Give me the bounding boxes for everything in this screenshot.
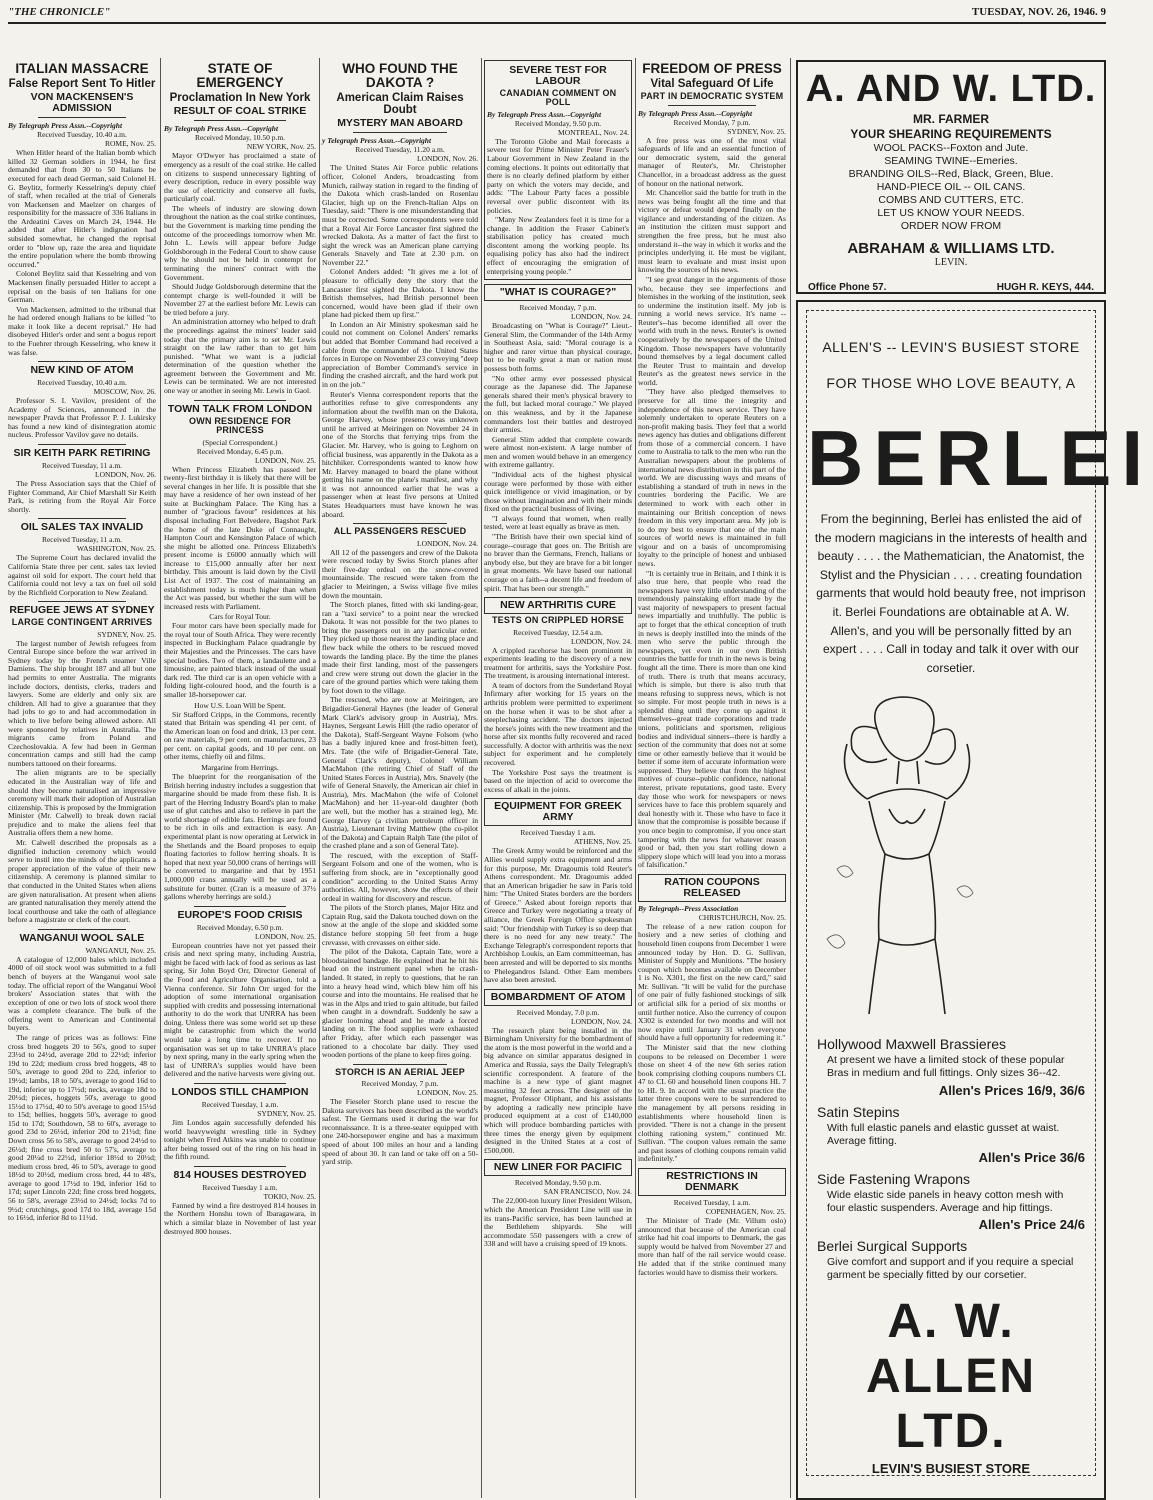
article-town-talk bbox=[164, 400, 316, 902]
paragraph: The pilot of the Dakota, Captain Tate, wore a bloodstained bandage. He explained that he hit his head on the instrument panel when he crash-landed. It stated, in reply to questions, that he ran into a heavy head wind, which blew him off his course and into the mountains. He realised that he was in the Alps and tried to gain altitude, but failed when caught in a downdraft. Suddenly he saw a glacier looming ahead and he made a forced landing on it. The food supplies were exhausted after Friday, after which each passenger was rationed to a chocolate bar daily. They used wooden portions of the plane to keep fires going. bbox=[322, 947, 478, 1060]
received-time: Received Tuesday, 1 a.m. bbox=[673, 1198, 751, 1208]
ad-line: ORDER NOW FROM bbox=[900, 220, 1002, 232]
paragraph: An administration attorney who helped to draft the proceedings against the miners' leader said today that the primary aim is to set Mr. Lewis straight on the law rather than to get him punished. "What we want is a judicial determination of the question whether the agreement between the Government and Mr. Lewis can be terminated. We are not interested one way or another in seeing Mr. Lewis in Gaol. bbox=[164, 317, 316, 396]
headline: TOWN TALK FROM LONDON bbox=[167, 402, 313, 415]
received-time: Received Monday, 6.50 p.m. bbox=[196, 922, 284, 932]
article-restrictions-denmark bbox=[638, 1168, 786, 1277]
ad-firm-name: ABRAHAM & WILLIAMS LTD. bbox=[847, 240, 1055, 257]
paragraph: The release of a new ration coupon for hosiery and a new series of clothing and household linen coupons from December 1 were announced today by Hon. D. G. Sullivan, Minister of Supply and Munitions. "The hosiery coupon which becomes available on December 1 is No. X301, the first on the new card," said Mr. Sullivan. "It will be valid for the purchase of one pair of fully fashioned stockings of silk or artificial silk for a period of six months or until further notice. Also the currency of coupon X302 is extended for two months and will not now expire until January 31 when everyone should have a full opportunity for redeeming it." bbox=[638, 921, 786, 1043]
paragraph: Broadcasting on "What is Courage?" Lieut.-General Slim, the Commander of the 14th Army in Southeast Asia, said: "Moral courage is a higher and rarer virtue than physical courage, but to be really great a man or nation must possess both forms. bbox=[484, 321, 632, 374]
dateline: SAN FRANCISCO, Nov. 24. bbox=[543, 1187, 632, 1197]
paragraph: The Minister said that the new clothing coupons to be released on December 1 were those on sheet 4 of the new 6th series ration book comprising clothing coupons numbers CL 47 to CL 60 and household linen coupons HL 7 to HL 9. In accord with the usual practice the latter three coupons were to be surrendered to the management by all persons residing in establishments where household linen is provided. "There is not a change in the present clothing rationing system," continued Mr. Sullivan. "The coupon values remain the same and past issues of clothing coupons remain valid indefinitely." bbox=[638, 1042, 786, 1164]
paragraph: Professor S. I. Vavilov, president of the Academy of Sciences, announced in the newspaper Pravda that Professor P. J. Lukirsky has found a new kind of disintegration atomic nucleus. Professor Vavilov gave no details. bbox=[8, 396, 156, 440]
paragraph: The United States Air Force public relations officer, Colonel Anders, broadcasting from Munich, railway station in regard to the finding of the Dakota which crash-landed on Rosenlau Glacier, high up on the French-Italian Alps on Tuesday, said: "There is one misunderstanding that must be corrected. Some correspondents were told that a Royal Air Force Lancaster first sighted the wrecked Dakota. As a matter of fact the first to sight the wreck was an American plane carrying Generals Snavely and Tate at 2.30 p.m. on November 22." bbox=[322, 163, 478, 267]
column-divider bbox=[635, 58, 636, 1498]
dateline: LONDON, Nov. 24. bbox=[417, 538, 478, 548]
article-passengers-rescued bbox=[322, 523, 478, 1060]
product-price: Allen's Price 24/6 bbox=[978, 1217, 1085, 1233]
dateline: WASHINGTON, Nov. 25. bbox=[76, 544, 156, 554]
divider bbox=[38, 444, 127, 445]
ad-store-name: A. W. ALLEN LTD. bbox=[866, 1295, 1036, 1459]
received-time: Received Tuesday, 10.40 a.m. bbox=[37, 378, 127, 388]
subheadline: Proclamation In New York bbox=[169, 92, 311, 105]
paragraph: "They have also pledged themselves to preserve for all time the integrity and independence of this news service. They have solemnly undertaken to operate Reuters on a non-profit making basis. They feel that a world news agency has duties and obligations different from those of a commercial concern. I have come to Australia to talk to the men who run the Australian newspapers about the problems of international news distribution in this part of the world. We are discussing ways and means of establishing a standard of truth in news in the countries bordering the Pacific. We are determined to work with each other in maintaining our British conception of news freedom in this very important area. My job is to do my best to ensure that one of the main sources of world news is maintained in full vigour and on a basis of uncompromising loyalty to the principle of honest and unbiased news. bbox=[638, 387, 786, 568]
paragraph: "Many New Zealanders feel it is time for a change. In addition the Fraser Cabinet's stabilisation policy has created much discontent among the working people. Its equalising policy has also had the indirect effect of encouraging the emigration of enterprising young people." bbox=[487, 215, 629, 276]
ad-blurb: From the beginning, Berlei has enlisted the aid of the modern magicians in the interests of health and beauty . . . . the Mathematician, the Anatomist, the Stylist and the Physician . . . . creating foundation garments that would hold beauty free, not imprison it. Berlei Foundations are obtainable at A. W. Allen's, and you will be personally fitted by an expert . . . . Call in today and talk it over with our corsetier. bbox=[814, 512, 1088, 675]
paragraph: The Supreme Court has declared invalid the California State three per cent. sales tax levied against oil sold for export. The court held that California could not levy a tax on fuel oil sold by the Richfield Corporation to New Zealand. bbox=[8, 553, 156, 597]
headline: LONDOS STILL CHAMPION bbox=[171, 1085, 309, 1098]
article-refugee-jews bbox=[8, 601, 156, 925]
paragraph: A crippled racehorse has been prominent in experiments leading to the discovery of a new treatment for arthritis, says the Yorkshire Post. The treatment, is arousing international interest. bbox=[484, 645, 632, 681]
paragraph: General Slim added that complete cowards were almost non-existent. A large number of men and women would behave in an emergency with extreme gallantry. bbox=[484, 434, 632, 470]
byline: By Telegraph Press Assn.--Copyright bbox=[487, 109, 602, 119]
received-time: Received Monday, 7 p.m. bbox=[673, 117, 751, 127]
masthead-rule bbox=[8, 22, 1106, 24]
paragraph: The rescued, with the exception of Staff-Sergeant Folsom and one of the women, who is suffering from shock, are in "exceptionally good condition" according to the United States Army authorities. All, however, show the effects of their ordeal in waiting for discovery and rescue. bbox=[322, 850, 478, 903]
received-time: Received Monday, 6.45 p.m. bbox=[196, 446, 284, 456]
paragraph: Mr. Calwell described the proposals as a dignified induction ceremony which would serve to instil into the minds of the applicants a proper appreciation of the value of their new citizenship. A ceremony is planned similar to that conducted in the United States when aliens are given naturalisation. At present when aliens are granted naturalisation they merely attend the local courthouse and take the oath of allegiance before a magistrate or clerk of the court. bbox=[8, 838, 156, 925]
received-time: Received Monday, 9.50 p.m. bbox=[514, 118, 602, 128]
paragraph: Mr. Chancellor said the battle for truth in the news was being fought all the time and that victory or defeat would depend finally on the vigilance and understanding of the citizen. As an institution the citizen must support and strengthen the free press, but he must also understand it--the way in which it works and the principles underlying it. He must be vigilant, must learn to evaluate and must insist upon knowing the sources of his news. bbox=[638, 188, 786, 275]
byline: By Telegraph Press Assn.--Copyright bbox=[638, 108, 753, 118]
ad-brand-name: A. AND W. LTD. bbox=[805, 68, 1097, 110]
article-arthritis-cure bbox=[484, 597, 632, 794]
received-time: Received Tuesday, 12.54 a.m. bbox=[513, 627, 603, 637]
divider bbox=[668, 105, 757, 106]
article-wanganui-wool bbox=[8, 929, 156, 1223]
article-state-of-emergency bbox=[164, 62, 316, 396]
received-time: Received Monday, 10.50 p.m. bbox=[194, 133, 286, 143]
issue-date: TUESDAY, NOV. 26, 1946. bbox=[971, 6, 1098, 18]
divider bbox=[38, 518, 127, 519]
subheadline: American Claim Raises Doubt bbox=[336, 92, 464, 117]
divider bbox=[194, 1083, 285, 1084]
received-time: Received Monday, 7 p.m. bbox=[361, 1079, 439, 1089]
deck: CANADIAN COMMENT ON POLL bbox=[499, 88, 617, 108]
dateline: LONDON, Nov. 24. bbox=[571, 1016, 632, 1026]
ad-phone: Office Phone 57. bbox=[808, 282, 887, 293]
paragraph: The Minister of Trade (Mr. Villum oslo) announced that because of the American coal strike had hit coal imports to Denmark, the gas supply would be halved from November 27 and more than half of the rail service would cease. He added that if the strike continued many factories would have to dismiss their workers. bbox=[638, 1216, 786, 1277]
paragraph: The Yorkshire Post says the treatment is based on the injection of acid to overcome the excess of alkali in the joints. bbox=[484, 767, 632, 794]
paragraph: Colonel Beylitz said that Kesselring and von Mackensen finally persuaded Hitler to accept a reprisal on the basis of ten Italians for one German. bbox=[8, 269, 156, 305]
paragraph: "No other army ever possessed physical courage as the Japanese did. The Japanese generals shared their men's physical bravery to the full, but lacked moral courage." We played on this weakness, and by it the Japanese commanders lost their battles and destroyed their armies. bbox=[484, 373, 632, 435]
divider bbox=[194, 1166, 285, 1167]
ad-intro: FOR THOSE WHO LOVE BEAUTY, A bbox=[826, 375, 1076, 391]
deck: VON MACKENSEN'S ADMISSION bbox=[30, 91, 134, 115]
paragraph: The Fieseler Storch plane used to rescue the Dakota survivors has been described as the world's safest. The Germans used it during the war for reconnaissance. It is a three-seater equipped with one 240-horsepower engine and has a maximum speed of about 100 miles an hour and a landing speed of about 30. It can land or take off on a 50-yard strip. bbox=[322, 1097, 478, 1167]
headline: STATE OF EMERGENCY bbox=[196, 61, 284, 91]
headline: 814 HOUSES DESTROYED bbox=[173, 1168, 307, 1181]
article-new-kind-of-atom bbox=[8, 361, 156, 440]
headline: WHO FOUND THE DAKOTA ? bbox=[342, 61, 458, 91]
paragraph: "The British have their own special kind of courage--courage that goes on. The British are no braver than the Germans, French, Italians or anybody else, but they are brave for a bit longer in great moments. We have based our national courage on a faith--a decent life and freedom of spirit. That has been our strength." bbox=[484, 532, 632, 593]
received-time: Received Tuesday, 11.20 a.m. bbox=[355, 145, 445, 155]
headline: STORCH IS AN AERIAL JEEP bbox=[335, 1066, 465, 1077]
column-3 bbox=[322, 60, 478, 1498]
headline: BOMBARDMENT OF ATOM bbox=[484, 989, 632, 1006]
paragraph: "It is certainly true in Britain, and I think it is also true here, that people who read the newspapers have very little understanding of the tremendously painstaking effort made by the vast majority of newspapers to present factual news impartially and truthfully. The public is apt to forget that the ethical conception of truth in news is deeply instilled into the minds of the men who serve the public through the newspapers, yet even in our own British countries the battle for truth in the news is being fought all the time. There is more than one kind of truth. There is truth that means accuracy, which is simple, but there is also truth that means refusing to suppress news, which is not so simple. For most people truth in news is a splendid thing until they come up against it themselves--great trade corporations and trade unions, politicians and sportsmen, religious bodies and individual sinners--there is hardly a section of the community that does not at some time or other earnestly believe that it would be better if some item of accurate information were suppressed. They believe that from the highest motives of course--public confidence, national interest, private reputations, good taste. Every day those who work for newspapers or news services have to face this problem squarely and deal honestly with it. Those who have to face it know that the compromise is possible because if you once begin to compromise, if you once start tampering with the news for whatever reason good or bad, then you start rolling down a slippery slope which will lead you into a morass of falsification." bbox=[638, 568, 786, 870]
deck: OWN RESIDENCE FOR PRINCESS bbox=[189, 415, 291, 436]
paragraph: The Greek Army would be reinforced and the Allies would supply extra equipment and arms for this purpose, Mr. Dragoumis told Reuter's Athens correspondent. Mr. Dragoumis added that an American brigadier he saw in Paris told him: "The United States borders are the borders of Greece." Asked about foreign reports that Greece and Turkey were negotiating a treaty of alliance, the Greek Foreign Office spokesman said: "Our friendship with Turkey is so deep that there is no need for any new treaty." The Exchange Telegraph's correspondent reports that Archbishop Loukis, an Eam committeeman, has been arrested and will be deported to six months to Phelegandros Island. Other Eam members have also been arrested. bbox=[484, 846, 632, 985]
paragraph: The Toronto Globe and Mail forecasts a severe test for Prime Minister Peter Fraser's Labour Government in New Zealand in the coming elections. It points out editorially that there is no clearly defined platform by either party on which the voters may decide, and adds: "The Labour Party faces a possible reversal over public discontent with its policies. bbox=[487, 136, 629, 215]
dateline: LONDON, Nov. 26. bbox=[95, 470, 156, 480]
received-time: Received Tuesday, 11 a.m. bbox=[41, 461, 123, 471]
ad-line: MR. FARMER bbox=[913, 112, 989, 126]
article-europe-food-crisis bbox=[164, 906, 316, 1079]
ad-line: COMBS AND CUTTERS, ETC. bbox=[878, 194, 1024, 206]
ad-store-tagline: ALLEN'S -- LEVIN'S BUSIEST STORE bbox=[822, 339, 1080, 355]
received-time: Received Monday, 7.0 p.m. bbox=[516, 1007, 600, 1017]
column-4 bbox=[484, 60, 632, 1498]
ad-product bbox=[807, 1104, 1095, 1165]
dateline: LONDON, Nov. 26. bbox=[417, 154, 478, 164]
paragraph: The blueprint for the reorganisation of the British herring industry includes a suggestion that margarine should be made from these fish. It is part of the Herring Industry Board's plan to make use of glut catches and also to relieve in part the world shortage of edible fats. Herrings are found to be rich in oils and extraction is easy. An experimental plant is now operating at Lerwick in the Shetlands and the Board proposes to equip floating factories to follow herring shoals. It is hoped that next year 50,000 crans of herrings will be converted to margarine and that by 1951 1,000,000 crans annually will be used as a substitute for butter. (Cran is a measure of 37½ gallons whereby herrings are sold.) bbox=[164, 772, 316, 902]
product-price: Allen's Price 36/6 bbox=[978, 1149, 1085, 1165]
advertisement-allens-berlei bbox=[796, 300, 1153, 1500]
dateline: SYDNEY, Nov. 25. bbox=[97, 629, 156, 639]
column-2 bbox=[164, 60, 316, 1498]
article-storch-aerial-jeep bbox=[322, 1064, 478, 1167]
product-name: Side Fastening Wrapons bbox=[817, 1170, 971, 1187]
ad-contact: HUGH R. KEYS, 444. bbox=[996, 282, 1094, 293]
divider bbox=[38, 929, 127, 930]
paragraph: The research plant being installed in the Birmingham University for the bombardment of the atom is the most powerful in the world and a big advance on similar apparatus designed in America and Russia, says the Daily Telegraph's scientific correspondent. A feature of the machine is a new type of giant magnet measuring 32 feet across. The designer of the magnet, Professor Oliphant, and his assistants by adopting a radically new principle have produced equipment at a cost of £140,000 which will produce bombarding particles with three times the energy given by equipment designed in the United States at a cost of £500,000. bbox=[484, 1025, 632, 1155]
headline: REFUGEE JEWS AT SYDNEY bbox=[9, 604, 155, 617]
section-subhead: Margarine from Herrings. bbox=[201, 763, 279, 772]
ad-product bbox=[807, 1238, 1095, 1282]
byline: By Telegraph Press Assn.--Copyright bbox=[8, 121, 123, 131]
headline: NEW LINER FOR PACIFIC bbox=[484, 1159, 632, 1176]
paragraph: The Storch planes, fitted with ski landing-gear, ran a "taxi service" to a point near the wrecked Dakota. It was not possible for the two planes to bring the passengers out in any particular order. They picked up those nearest the landing place and flew back while the others to be rescued moved towards the landing place. By the time the planes made their first landing, most of the passengers and crew were strung out down the glacier in the care of the ground parties which were taking them by foot down to the village. bbox=[322, 600, 478, 695]
ad-store-slogan: LEVIN'S BUSIEST STORE bbox=[871, 1461, 1031, 1477]
deck: TESTS ON CRIPPLED HORSE bbox=[491, 615, 625, 626]
masthead bbox=[8, 4, 1106, 20]
divider bbox=[194, 120, 285, 121]
dateline: LONDON, Nov. 25. bbox=[255, 931, 316, 941]
divider bbox=[38, 361, 127, 362]
received-time: Received Tuesday 1 a.m. bbox=[520, 828, 596, 838]
paragraph: A team of doctors from the Sunderland Royal Infirmary after working for 15 years on the arthritis problem were permitted to experiment on the horse when it was to be shot after a steeplechasing accident. The doctors injected the horse's joints with the new treatment and the horse after six months fully recovered and raced successfully. A doctor with arthritis was the next subject for experiment and he completely recovered. bbox=[484, 680, 632, 768]
headline: FREEDOM OF PRESS bbox=[642, 61, 782, 76]
received-time: Received Tuesday, 11 a.m. bbox=[41, 535, 123, 545]
article-londos-champion bbox=[164, 1083, 316, 1162]
product-description: At present we have a limited stock of these popular Bras in medium and full fittings. Only sizes 36--42. bbox=[827, 1054, 1065, 1080]
paragraph: European countries have not yet passed their crisis and next spring many, including Austria, might be faced with lack of food as serious as last spring, Sir John Boyd Orr, Director General of the Food and Agriculture Organisation, told a Vienna conference. Sir John Orr urged for the adoption of some international organisation supplied with credits and possessing international authority to do the work that UNRRA has been doing. Unless there was some world set up these might be catastrophic from which the world would take a long time to recover. If no organisation was set up to take UNRRA's place by next spring, many in the early spring when the last of UNRRA's supplies would have been delivered and the native harvests were giving out. bbox=[164, 940, 316, 1079]
article-sir-keith-park bbox=[8, 444, 156, 514]
headline: NEW ARTHRITIS CURE bbox=[484, 597, 632, 614]
advertisement-abraham-williams bbox=[796, 60, 1106, 294]
article-new-liner bbox=[484, 1159, 632, 1248]
column-divider bbox=[160, 58, 161, 1498]
byline: y Telegraph Press Assn.--Copyright bbox=[322, 136, 432, 146]
paragraph: Fanned by wind a fire destroyed 814 houses in the Northern Honshu town of Ibaragawara, in which a similar blaze in November of last year destroyed 800 houses. bbox=[164, 1200, 316, 1236]
paragraph: "I see great danger in the arguments of those who, because they see imperfections and blemishes in the working of the institution, seek to undermine the institution itself. My job is running a world news service. It's name --Reuter's--has become identified all over the world with truth in the news. Reuter's is owned cooperatively by the newspapers of the United Kingdom. Those newspapers have voluntarily bound themselves by a legal document called the Reuter Trust to maintain and develop Reuter's as the greatest news service in the world. bbox=[638, 274, 786, 387]
product-description: Wide elastic side panels in heavy cotton mesh with four elastic suspenders. Average and hip fittings. bbox=[827, 1188, 1064, 1214]
deck: MYSTERY MAN ABOARD bbox=[337, 117, 463, 130]
dateline: ROME, Nov. 25. bbox=[105, 139, 156, 149]
subheadline: Vital Safeguard Of Life bbox=[650, 78, 774, 91]
dateline: WANGANUI, Nov. 25. bbox=[85, 945, 156, 955]
article-who-found-dakota bbox=[322, 62, 478, 519]
column-divider bbox=[790, 58, 791, 1498]
paragraph: "I always found that women, when really tested, were at least equally as brave as men. bbox=[484, 513, 632, 532]
received-time: Received Tuesday, 1 a.m. bbox=[201, 1099, 279, 1109]
headline: SIR KEITH PARK RETIRING bbox=[13, 447, 151, 460]
column-divider bbox=[481, 58, 482, 1498]
issue-date-and-page bbox=[972, 6, 1106, 18]
article-houses-destroyed bbox=[164, 1166, 316, 1236]
subheadline: False Report Sent To Hitler bbox=[8, 78, 156, 91]
newspaper-name: "THE CHRONICLE" bbox=[8, 6, 111, 18]
product-price: Allen's Prices 16/9, 36/6 bbox=[938, 1082, 1085, 1098]
dateline: ATHENS, Nov. 25. bbox=[573, 837, 632, 847]
paragraph: Four motor cars have been specially made for the royal tour of South Africa. They were recently inspected in Buckingham Palace quadrangle by their Majesties and the Princesses. The cars have special bodies. Two of them, a landaulette and a limousine, are painted black instead of the usual dark red. The third car is an open vehicle with a folding light-coloured hood, and the fourth is a smaller 18-horsepower car. bbox=[164, 621, 316, 699]
received-time: Received Monday, 7 p.m. bbox=[519, 303, 597, 313]
paragraph: When Princess Elizabeth has passed her twenty-first birthday it is likely that there will be several changes in her life. It is possible that she may have a residence of her own instead of her suite at Buckingham Palace. The King has a number of "gracious favour" residences at his disposal including Fort Belvedere, Bagshot Park the home of the late Duke of Connaught, Hampton Court and Kensington Palace of which she might be allotted one. Princess Elizabeth's present income is £6000 annually which will increase to £15,000 annually after her next birthday. This amount is laid down by the Civil List Act of 1937. The cost of maintaining an establishment today is much higher than when the Act was passed, but whether the sum will be increased rests with Parliament. bbox=[164, 464, 316, 611]
ad-dashed-border bbox=[806, 310, 1153, 1477]
headline: RATION COUPONS RELEASED bbox=[638, 874, 786, 902]
received-time: Received Monday, 9.50 p.m. bbox=[514, 1178, 602, 1188]
divider bbox=[38, 601, 127, 602]
headline: EQUIPMENT FOR GREEK ARMY bbox=[484, 798, 632, 826]
paragraph: Should Judge Goldsborough determine that the contempt charge is well-founded it will be November 27 at the earliest before Mr. Lewis can be tried before a jury. bbox=[164, 282, 316, 317]
ad-product bbox=[807, 1036, 1095, 1097]
paragraph: The 22,000-ton luxury liner President Wilson, which the American President Line will use in its trans-Pacific service, has been launched at the Bethlehem shipyards. She will accommodate 550 passengers with a crew of 338 and will have a cruising speed of 19 knots. bbox=[484, 1196, 632, 1249]
dateline: SYDNEY, Nov. 25. bbox=[727, 126, 786, 136]
byline: By Telegraph--Press Association bbox=[638, 903, 739, 913]
paragraph: Von Mackensen, admitted to the tribunal that he had ordered enough Italians to be killed "to make it look like a decent reprisal." He had disobeyed Hitler's order and sent a bogus report to the Fuehrer through Kesselring, who knew it was false. bbox=[8, 304, 156, 357]
woman-in-foundation-garment-illustration bbox=[807, 689, 1007, 1019]
section-subhead: Cars for Royal Tour. bbox=[209, 612, 271, 622]
ad-line: LET US KNOW YOUR NEEDS. bbox=[877, 207, 1025, 219]
article-bombardment-atom bbox=[484, 989, 632, 1156]
deck: RESULT OF COAL STRIKE bbox=[173, 105, 307, 118]
article-severe-test-labour bbox=[484, 60, 632, 280]
article-greek-army bbox=[484, 798, 632, 984]
paragraph: The wheels of industry are slowing down throughout the nation as the coal strike continues, but the Government is marking time pending the outcome of the proceedings tomorrow when Mr. John L. Lewis will appear before Judge Goldsborough in the Federal Court to show cause why he should not be held in contempt for terminating the miners' contract with the Government. bbox=[164, 203, 316, 282]
divider bbox=[194, 400, 285, 401]
product-name: Hollywood Maxwell Brassieres bbox=[817, 1036, 1007, 1053]
ad-line: SEAMING TWINE--Emeries. bbox=[884, 155, 1018, 167]
page-number: 9 bbox=[1100, 6, 1106, 18]
received-time: Received Tuesday 1 a.m. bbox=[202, 1182, 278, 1192]
dateline: LONDON, Nov. 24. bbox=[571, 636, 632, 646]
paragraph: The Press Association says that the Chief of Fighter Command, Air Chief Marshall Sir Keith Park, is retiring from the Royal Air Force shortly. bbox=[8, 479, 156, 514]
correspondent-tag: (Special Correspondent.) bbox=[202, 437, 278, 447]
dateline: TOKIO, Nov. 25. bbox=[263, 1191, 316, 1201]
paragraph: Reuter's Vienna correspondent reports that the authorities refuse to give correspondents any information about the twelfth man on the Dakota, George Harvey, whose presence was unknown until he arrived at Meiringen on November 24 in one of the Storchs that ferrying trips from the Glacier. Mr. Harvey, who is going to Leghorn on official business, was apparently in the Dakota as a hitchhiker. Correspondents wanted to know how Mr. Harvey managed to board the plane without getting his name on the plane's manifest, and why it was not announced earlier that he was a passenger when at least five persons at United States Headquarters must have known he was aboard. bbox=[322, 389, 478, 519]
article-ration-coupons bbox=[638, 874, 786, 1164]
ad-line: HAND-PIECE OIL -- OIL CANS. bbox=[876, 181, 1026, 193]
headline: WANGANUI WOOL SALE bbox=[19, 931, 145, 944]
paragraph: The alien migrants are to be specially educated in the Australian way of life and should they become naturalised an impressive ceremony will mark their adoption of Australian citizenship. This is proposed by the Immigration Minister (Mr. Calwell) to break down racial prejudice and to make the aliens feel that Australia offers them a new home. bbox=[8, 768, 156, 838]
paragraph: The pilots of the Storch planes, Major Hitz and Captain Rug, said the Dakota touched down on the snow at the angle of the slope and skidded some distance before stopping 50 feet from a huge crevasse, with crevasses on either side. bbox=[322, 903, 478, 947]
divider bbox=[353, 1064, 447, 1065]
headline: ALL PASSENGERS RESCUED bbox=[333, 526, 467, 537]
ad-product bbox=[807, 1171, 1095, 1232]
paragraph: A catalogue of 12,000 bales which included 4000 of oil stock wool was submitted to a full bench of buyers at the Wanganui wool sale today. The official report of the Wanganui Wool brokers' Association states that with the exception of one or two lots of stock wool there was a complete clearance. The bulk of the offering went to American and Continental buyers. bbox=[8, 954, 156, 1033]
headline: OIL SALES TAX INVALID bbox=[20, 521, 144, 534]
paragraph: The range of prices was as follows: Fine cross bred hoggets 20 to 56's, good to super 23½d to 24½d, average 20d to 22½d; inferior 19d to 22d; medium cross bred hoggets, 48 to 50's, average to good 20d to 22d, inferior to 19½d; lambs, 18 to 50's, average to good 16d to 19d, inferior up to 17½d; necks, average 18d to 20½d; pieces, hoggets 50's, average to good 15½d to 17½d, 40 to 50's average to good 15½d to 15d; bellies, hoggets 50's, average to good 15d to 17d; Southdown, 58 to 60's, average to good 23d to 26½d, inferior 20d to 21½d; fine Down cross 56 to 58's, average to good 24½d to 26½d; fine cross bred 50 to 57's, average to good 20¼d to 22½d, inferior 18½d to 20½d; medium cross bred, 46 to 50's, average to good 18½d to 20½d, medium cross bred, 44 to 48's, average to good 17½d to 19d, inferior 16d to 17d; super Lincoln 22d; fine cross bred hoggets, 56 to 58's, average 23½d to 24½d; locks 7d to 9½d; crutchings, good 17d to 18d, average 15d to 16½d, inferior 8d to 11½d. bbox=[8, 1033, 156, 1223]
article-italian-massacre bbox=[8, 62, 156, 357]
dateline: CHRISTCHURCH, Nov. 25. bbox=[698, 912, 786, 922]
paragraph: All 12 of the passengers and crew of the Dakota were rescued today by Swiss Storch planes after their five-day ordeal on the snow-covered mountainside. The rescued were taken from the glacier to Meiringen, a Swiss village five miles down the mountain. bbox=[322, 547, 478, 600]
ad-line: BRANDING OILS--Red, Black, Green, Blue. bbox=[848, 168, 1054, 180]
paragraph: Colonel Anders added: "It gives me a lot of pleasure to officially deny the story that the Lancaster first sighted the Dakota. I know the British themselves, had British personnel been concerned, would have been glad if their own plane had picked them up first." bbox=[322, 267, 478, 320]
paragraph: The largest number of Jewish refugees from Central Europe since before the war arrived in Sydney today by the French steamer Ville Damiens. The ship brought 187 and all but one had permits to enter Australia. The migrants include doctors, dentists, clerks, traders and lawyers. Some are elderly and only six are children. All had to give a guarantee that they had jobs to go to and had accommodation in which to live before being allowed ashore. All were sponsored by relatives in Australia. The migrants came from Poland and Czechoslovakia. A few had been in German concentration camps and still had the camp numbers tattooed on their forearms. bbox=[8, 638, 156, 768]
article-oil-sales-tax bbox=[8, 518, 156, 597]
ad-brand-berlei: BERLEI bbox=[807, 414, 1153, 502]
received-time: Received Tuesday, 10.40 a.m. bbox=[37, 130, 127, 140]
product-name: Satin Stepins bbox=[817, 1103, 900, 1120]
headline: RESTRICTIONS IN DENMARK bbox=[638, 1168, 786, 1196]
paragraph: Jim Londos again successfully defended his world heavyweight wrestling title in Sydney tonight when Fred Atkins was unable to continue after being tossed out of the ring on his head in the fifth round. bbox=[164, 1117, 316, 1162]
article-freedom-of-press bbox=[638, 62, 786, 870]
product-description: With full elastic panels and elastic gusset at waist. Average fitting. bbox=[827, 1121, 1060, 1147]
ad-town: LEVIN. bbox=[934, 257, 968, 268]
ad-line: YOUR SHEARING REQUIREMENTS bbox=[850, 127, 1052, 141]
dateline: NEW YORK, Nov. 25. bbox=[246, 142, 316, 152]
paragraph: The rescued, who are now at Meiringen, are Brigadier-General Haynes (the leader of General Mark Clark's advisory group in Austria), Mrs. Haynes, Sergeant Lewis Hill (the radio operator of the Dakota), Staff-Sergeant Wayne Folsom (who has a badly injured knee and frost-bitten feet), Mrs. Tate (the wife of Brigadier-General Tate, General Clark's deputy), Colonel William MacMahon (the retiring Chief of Staff of the United States Forces in Austria), Mrs. Snavely (the wife of General Snavely, the American air chief in Austria), Mrs. MacMahon (the wife of Colonel MacMahon) and her 11-year-old daughter (both are well, but the mother has a strained leg), Mr. George Harvey (a civilian petroleum officer in Austria), Lieutenant Irving Matthew (the co-pilot of the Dakota) and Captain Ralph Tate (the pilot of the crashed plane and a son of General Tate). bbox=[322, 695, 478, 851]
headline: EUROPE'S FOOD CRISIS bbox=[177, 908, 303, 921]
deck: PART IN DEMOCRATIC SYSTEM bbox=[640, 91, 784, 102]
dateline: SYDNEY, Nov. 25. bbox=[257, 1108, 316, 1118]
deck: LARGE CONTINGENT ARRIVES bbox=[11, 617, 153, 628]
divider bbox=[353, 132, 447, 133]
product-name: Berlei Surgical Supports bbox=[817, 1238, 968, 1255]
product-description: Give comfort and support and if you require a special garment be specially fitted by our corsetier. bbox=[827, 1256, 1074, 1282]
paragraph: When Hitler heard of the Italian bomb which killed 32 German soldiers in 1944, he first demanded that from 30 to 50 Italians be executed for each dead German, said Colonel H. G. Beylitz, formerly Kesselring's deputy chief of staff, when recalled at the trial of Generals von Mackensen and Maelzer on charges of responsibility for the massacre of 336 Italians in the Ardeatini Caves on March 24, 1944. He added that after Hitler's indignation had subsided somewhat, he changed the reprisal order to "blow up, raze the area and liquidate the entire population where the bomb throwing occurred." bbox=[8, 148, 156, 269]
ad-line: WOOL PACKS--Foxton and Jute. bbox=[873, 142, 1029, 154]
dateline: COPENHAGEN, Nov. 25. bbox=[705, 1207, 786, 1217]
column-divider bbox=[319, 58, 320, 1498]
paragraph: "Individual acts of the highest physical courage were performed by those with either quick intelligence or vivid imagination, or by those without imagination and with their minds fixed on the practical business of living. bbox=[484, 470, 632, 514]
column-5 bbox=[638, 60, 786, 1498]
column-1 bbox=[8, 60, 156, 1498]
divider bbox=[353, 523, 447, 524]
dateline: MONTREAL, Nov. 24. bbox=[558, 127, 629, 137]
dateline: LONDON, Nov. 24. bbox=[571, 312, 632, 322]
paragraph: Sir Stafford Cripps, in the Commons, recently stated that Britain was spending 41 per cent. of the American loan on food and drink, 13 per cent. on raw materials, 9 per cent. on manufactures, 23 per cent. on capital goods, and 10 per cent. on other items, chiefly oil and films. bbox=[164, 709, 316, 762]
headline: NEW KIND OF ATOM bbox=[30, 364, 134, 377]
divider bbox=[194, 906, 285, 907]
dateline: MOSCOW, Nov. 26. bbox=[93, 387, 156, 397]
paragraph: Mayor O'Dwyer has proclaimed a state of emergency as a result of the coal strike. He called on citizens to suspend unnecessary lighting of every description, reduce in every possible way the use of electricity and conserve all fuels, particularly coal. bbox=[164, 151, 316, 204]
byline: By Telegraph Press Assn.--Copyright bbox=[164, 124, 279, 134]
headline: SEVERE TEST FOR LABOUR bbox=[509, 64, 607, 88]
headline: "WHAT IS COURAGE?" bbox=[484, 284, 632, 301]
dateline: LONDON, Nov. 25. bbox=[255, 455, 316, 465]
article-what-is-courage bbox=[484, 284, 632, 593]
section-subhead: How U.S. Loan Will be Spent. bbox=[194, 700, 286, 710]
paragraph: A free press was one of the most vital safeguards of life and an essential function of our democratic system, said the general manager of Reuter's, Mr. Christopher Chancellor, in a broadcast address as the guest of honour on the national network. bbox=[638, 135, 786, 188]
dateline: LONDON, Nov. 25. bbox=[417, 1088, 478, 1098]
headline: ITALIAN MASSACRE bbox=[15, 61, 149, 76]
divider bbox=[38, 117, 127, 118]
paragraph: In London an Air Ministry spokesman said he could not comment on Colonel Anders' remarks but added that Bomber Command had received a cable from the commander of the United States forces in Europe on November 23 conveying "deep appreciation of Bomber Command's service in finding the crashed aircraft, and the hard work put in on the job." bbox=[322, 319, 478, 389]
